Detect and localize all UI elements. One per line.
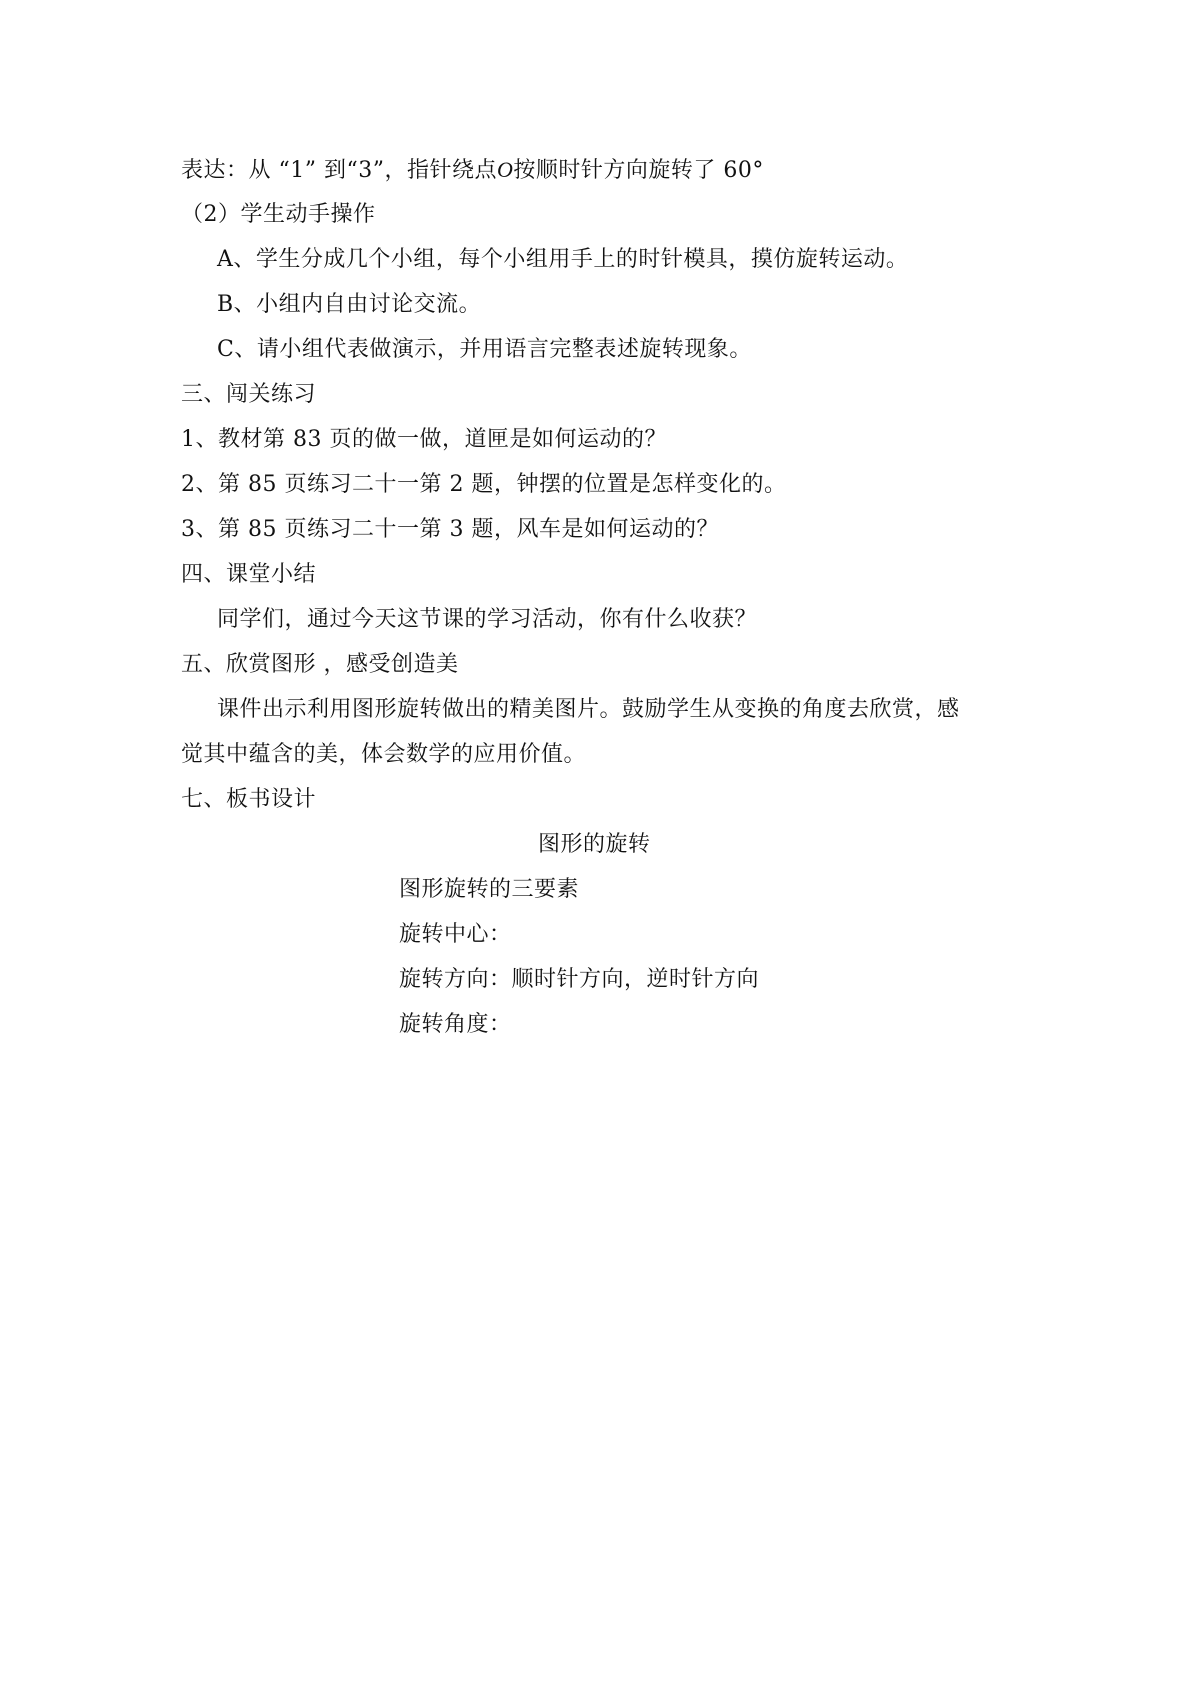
board-title: 图形的旋转 [538, 832, 651, 857]
operation-heading: （2）学生动手操作 [181, 202, 376, 227]
summary-text: 同学们，通过今天这节课的学习活动，你有什么收获？ [217, 607, 758, 632]
board-rotation-angle: 旋转角度： [399, 1012, 512, 1037]
section-five-heading: 五、欣赏图形 ，感受创造美 [181, 652, 459, 677]
exercise-1: 1、教材第 83 页的做一做，道匣是如何运动的？ [181, 427, 667, 452]
appreciation-line-1: 课件出示利用图形旋转做出的精美图片。鼓励学生从变换的角度去欣赏，感 [217, 697, 960, 722]
operation-item-b: B、小组内自由讨论交流。 [217, 292, 482, 317]
board-rotation-direction: 旋转方向：顺时针方向，逆时针方向 [399, 967, 760, 992]
operation-item-c: C、请小组代表做演示，并用语言完整表述旋转现象。 [217, 337, 752, 362]
board-rotation-center: 旋转中心： [399, 922, 512, 947]
expression-suffix: 按顺时针方向旋转了 60° [513, 158, 764, 183]
expression-prefix: 表达：从 “1” 到“3”，指针绕点 [181, 158, 497, 183]
exercise-2: 2、第 85 页练习二十一第 2 题，钟摆的位置是怎样变化的。 [181, 472, 787, 497]
section-four-heading: 四、课堂小结 [181, 562, 317, 587]
section-three-heading: 三、闯关练习 [181, 382, 317, 407]
appreciation-line-2: 觉其中蕴含的美，体会数学的应用价值。 [181, 742, 587, 767]
point-o: O [496, 157, 514, 182]
section-seven-heading: 七、板书设计 [181, 787, 317, 812]
board-subtitle: 图形旋转的三要素 [399, 877, 580, 902]
operation-item-a: A、学生分成几个小组，每个小组用手上的时针模具，摸仿旋转运动。 [217, 247, 909, 272]
exercise-3: 3、第 85 页练习二十一第 3 题，风车是如何运动的？ [181, 517, 719, 542]
expression-line [181, 155, 764, 186]
